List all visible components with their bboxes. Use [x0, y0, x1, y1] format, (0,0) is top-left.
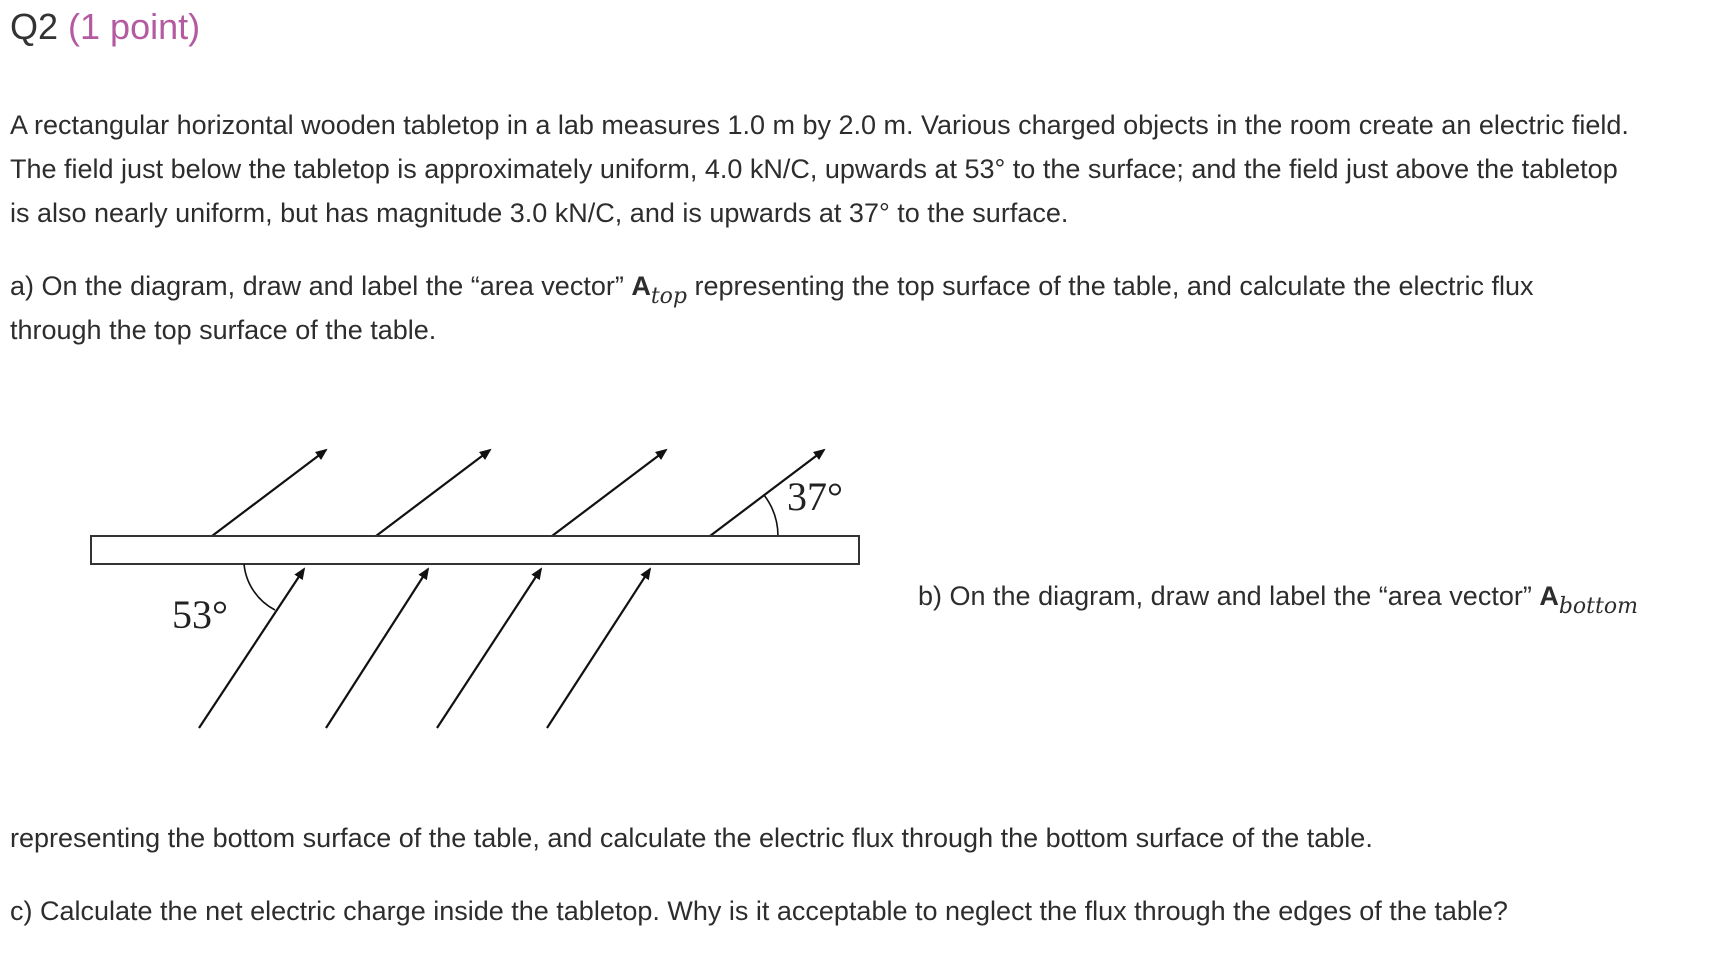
- area-vector-symbol-bottom: A: [1539, 581, 1559, 611]
- field-arrow-above-3: [552, 450, 666, 536]
- area-vector-symbol: A: [631, 271, 651, 301]
- part-a-line-2: through the top surface of the table.: [10, 315, 437, 345]
- area-vector-subscript-bottom: bottom: [1558, 594, 1638, 619]
- part-b-text-before: b) On the diagram, draw and label the “area vector”: [918, 581, 1540, 611]
- angle-label-37: 37°: [787, 474, 843, 519]
- part-b-continuation: representing the bottom surface of the table, and calculate the electric flux through the bottom surface of the table.: [10, 823, 1373, 853]
- angle-arc-37: [764, 495, 778, 536]
- field-arrows-below: [199, 569, 650, 728]
- angle-arc-53: [244, 564, 275, 610]
- question-points: (1 point): [68, 6, 201, 47]
- field-arrow-below-2: [326, 569, 428, 728]
- field-arrow-below-4: [547, 569, 650, 728]
- field-arrows-above: [212, 450, 824, 536]
- question-number: Q2: [10, 6, 59, 47]
- part-a-text-after: representing the top surface of the table, and calculate the electric flux: [687, 271, 1534, 301]
- angle-label-53: 53°: [172, 592, 228, 637]
- part-a-text-before: a) On the diagram, draw and label the “area vector”: [10, 271, 632, 301]
- area-vector-subscript-top: top: [650, 284, 687, 309]
- part-b-question: [918, 574, 1638, 621]
- question-header: [10, 2, 200, 52]
- tabletop-field-diagram: [0, 440, 880, 740]
- problem-line-2: The field just below the tabletop is approximately uniform, 4.0 kN/C, upwards at 53° to the surface; and the field just above the tabletop: [10, 154, 1618, 184]
- part-c-question: c) Calculate the net electric charge inside the tabletop. Why is it acceptable to neglect the flux through the edges of the table?: [10, 896, 1508, 926]
- problem-line-1: A rectangular horizontal wooden tabletop in a lab measures 1.0 m by 2.0 m. Various charged objects in the room create an electric field.: [10, 110, 1629, 140]
- field-arrow-above-1: [212, 450, 326, 536]
- problem-statement: [10, 103, 1629, 235]
- problem-line-3: is also nearly uniform, but has magnitude 3.0 kN/C, and is upwards at 37° to the surface.: [10, 198, 1069, 228]
- part-a-question: [10, 264, 1534, 352]
- part-a-line-1: [10, 264, 1534, 308]
- tabletop: [91, 536, 859, 564]
- field-arrow-above-2: [376, 450, 490, 536]
- field-arrow-below-3: [437, 569, 541, 728]
